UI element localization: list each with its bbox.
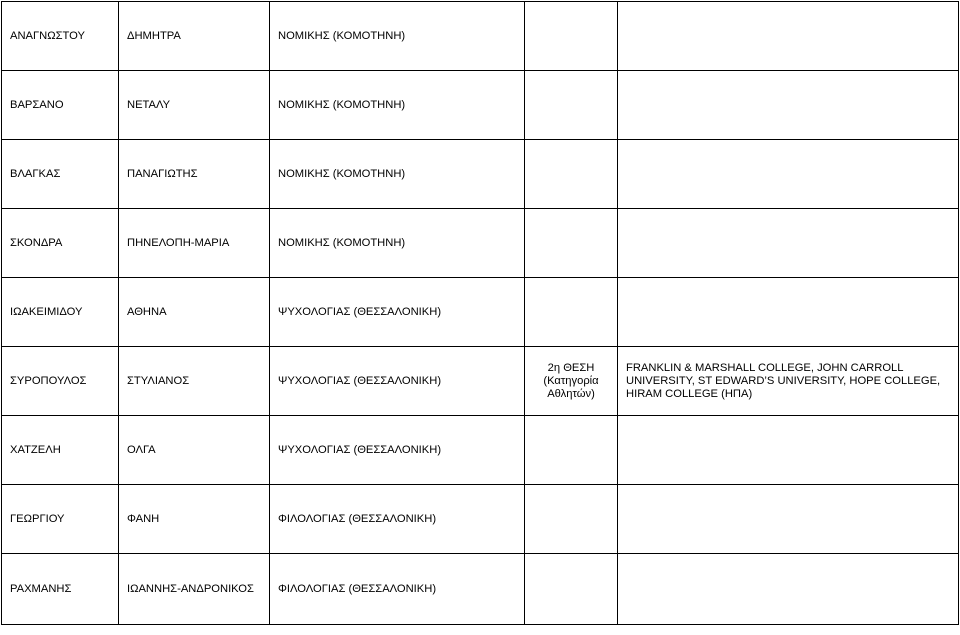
college-cell: FRANKLIN & MARSHALL COLLEGE, JOHN CARROLL UNIVERSITY, ST EDWARD’S UNIVERSITY, HOPE COLLEGE, HIRAM COLLEGE (ΗΠΑ) (618, 347, 959, 416)
school-cell: ΦΙΛΟΛΟΓΙΑΣ (ΘΕΣΣΑΛΟΝΙΚΗ) (270, 554, 525, 625)
table-row (2, 554, 959, 625)
rank-cell (525, 140, 618, 209)
rank-cell (525, 416, 618, 485)
table-row (2, 140, 959, 209)
surname-cell: ΒΑΡΣΑΝΟ (2, 71, 119, 140)
name-cell: ΠΗΝΕΛΟΠΗ-ΜΑΡΙΑ (119, 209, 270, 278)
surname-cell: ΡΑΧΜΑΝΗΣ (2, 554, 119, 625)
rank-cell (525, 278, 618, 347)
school-cell: ΨΥΧΟΛΟΓΙΑΣ (ΘΕΣΣΑΛΟΝΙΚΗ) (270, 278, 525, 347)
rank-cell (525, 2, 618, 71)
college-cell (618, 278, 959, 347)
rank-cell (525, 485, 618, 554)
college-cell (618, 71, 959, 140)
rank-cell (525, 554, 618, 625)
table-row (2, 209, 959, 278)
college-cell (618, 554, 959, 625)
name-cell: ΑΘΗΝΑ (119, 278, 270, 347)
school-cell: ΨΥΧΟΛΟΓΙΑΣ (ΘΕΣΣΑΛΟΝΙΚΗ) (270, 416, 525, 485)
rank-cell (525, 71, 618, 140)
surname-cell: ΧΑΤΖΕΛΗ (2, 416, 119, 485)
name-cell: ΙΩΑΝΝΗΣ-ΑΝΔΡΟΝΙΚΟΣ (119, 554, 270, 625)
college-cell (618, 2, 959, 71)
school-cell: ΝΟΜΙΚΗΣ (ΚΟΜΟΤΗΝΗ) (270, 209, 525, 278)
table-row (2, 347, 959, 416)
college-cell (618, 209, 959, 278)
table-row (2, 71, 959, 140)
surname-cell: ΑΝΑΓΝΩΣΤΟΥ (2, 2, 119, 71)
college-cell (618, 140, 959, 209)
students-table-body (2, 2, 959, 625)
surname-cell: ΓΕΩΡΓΙΟΥ (2, 485, 119, 554)
school-cell: ΨΥΧΟΛΟΓΙΑΣ (ΘΕΣΣΑΛΟΝΙΚΗ) (270, 347, 525, 416)
school-cell: ΝΟΜΙΚΗΣ (ΚΟΜΟΤΗΝΗ) (270, 71, 525, 140)
surname-cell: ΣΥΡΟΠΟΥΛΟΣ (2, 347, 119, 416)
table-row (2, 416, 959, 485)
table-row (2, 485, 959, 554)
name-cell: ΣΤΥΛΙΑΝΟΣ (119, 347, 270, 416)
rank-cell: 2η ΘΕΣΗ (Κατηγορία Αθλητών) (525, 347, 618, 416)
name-cell: ΔΗΜΗΤΡΑ (119, 2, 270, 71)
college-cell (618, 485, 959, 554)
surname-cell: ΣΚΟΝΔΡΑ (2, 209, 119, 278)
table-row (2, 2, 959, 71)
school-cell: ΝΟΜΙΚΗΣ (ΚΟΜΟΤΗΝΗ) (270, 2, 525, 71)
surname-cell: ΒΛΑΓΚΑΣ (2, 140, 119, 209)
college-cell (618, 416, 959, 485)
table-row (2, 278, 959, 347)
name-cell: ΝΕΤΑΛΥ (119, 71, 270, 140)
rank-cell (525, 209, 618, 278)
name-cell: ΟΛΓΑ (119, 416, 270, 485)
school-cell: ΦΙΛΟΛΟΓΙΑΣ (ΘΕΣΣΑΛΟΝΙΚΗ) (270, 485, 525, 554)
students-table (1, 1, 959, 625)
school-cell: ΝΟΜΙΚΗΣ (ΚΟΜΟΤΗΝΗ) (270, 140, 525, 209)
surname-cell: ΙΩΑΚΕΙΜΙΔΟΥ (2, 278, 119, 347)
name-cell: ΦΑΝΗ (119, 485, 270, 554)
name-cell: ΠΑΝΑΓΙΩΤΗΣ (119, 140, 270, 209)
